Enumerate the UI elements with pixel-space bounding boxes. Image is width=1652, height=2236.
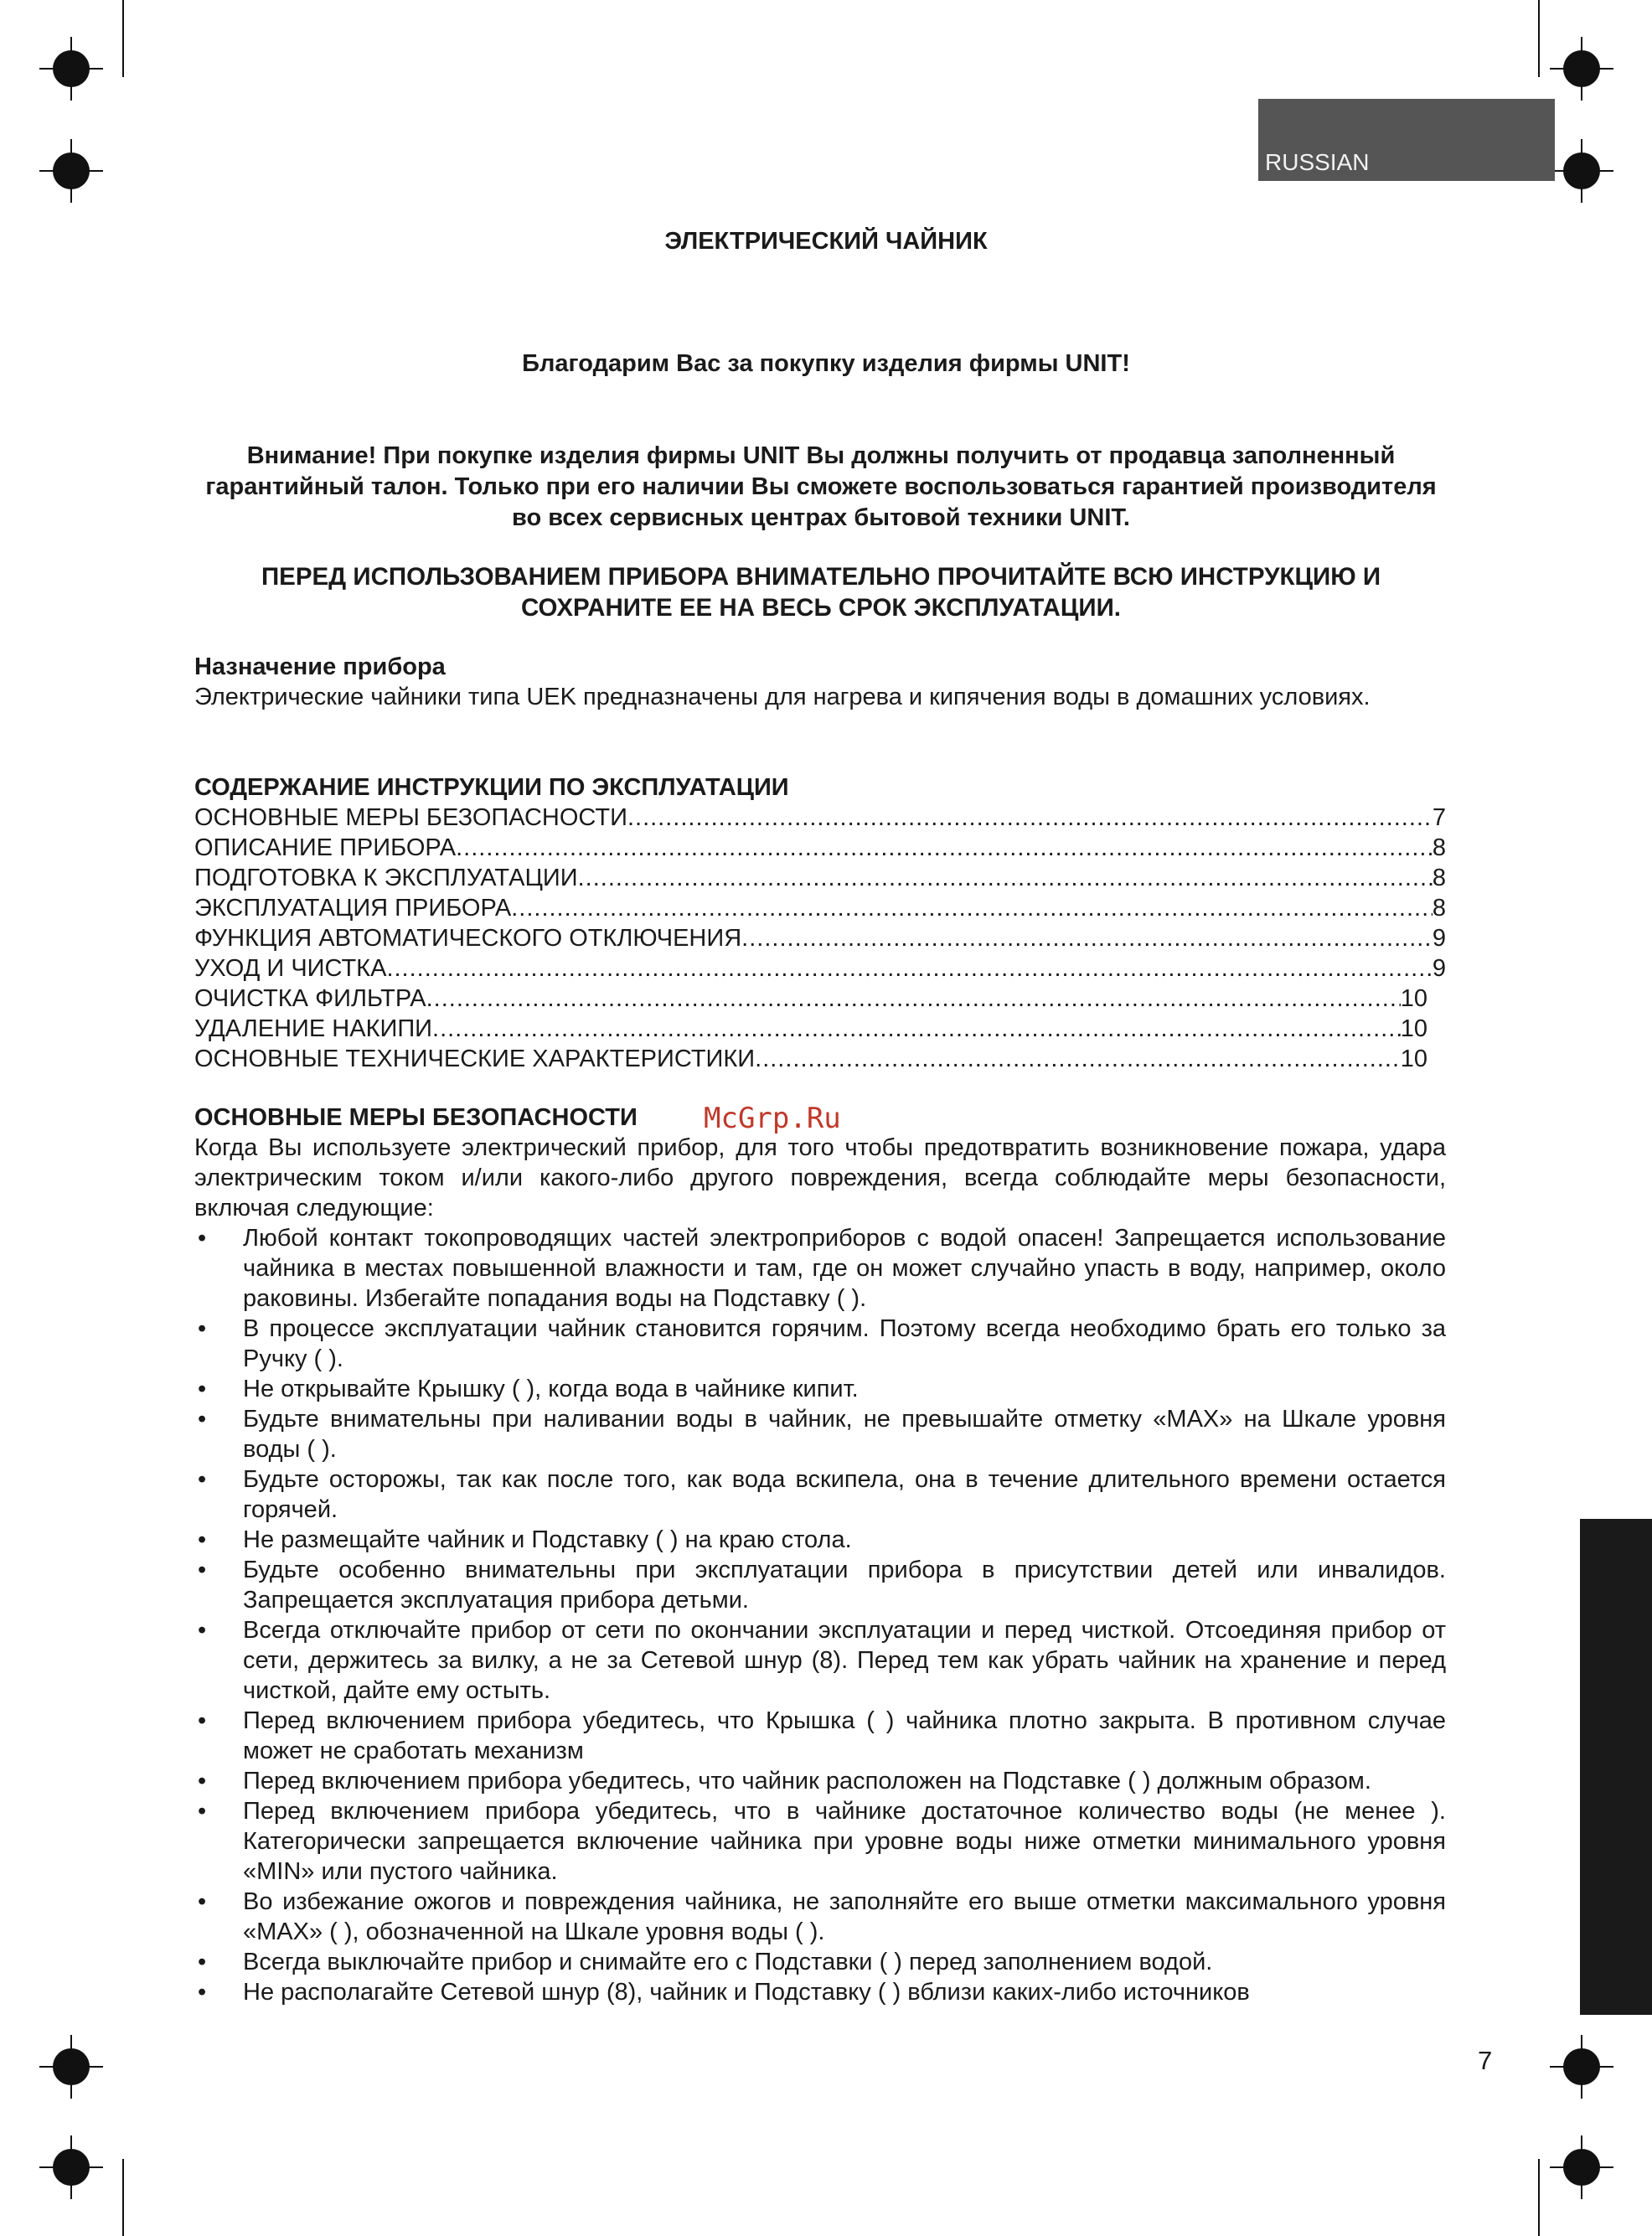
toc-heading: СОДЕРЖАНИЕ ИНСТРУКЦИИ ПО ЭКСПЛУАТАЦИИ <box>194 774 789 801</box>
safety-item: • Будьте внимательны при наливании воды в чайник, не превышайте отметку «MAX» на Шкале уровня воды ( ). <box>194 1404 1446 1464</box>
registration-mark-icon <box>1556 2142 1607 2192</box>
toc-item-label: ФУНКЦИЯ АВТОМАТИЧЕСКОГО ОТКЛЮЧЕНИЯ <box>194 925 742 952</box>
registration-mark-icon <box>46 146 96 196</box>
registration-mark-icon <box>46 44 96 94</box>
toc-item-page: 9 <box>1432 955 1446 982</box>
registration-mark-icon <box>46 2042 96 2092</box>
safety-item: • Не размещайте чайник и Подставку ( ) на краю стола. <box>194 1525 1446 1555</box>
toc-item-label: ОПИСАНИЕ ПРИБОРА <box>194 834 457 861</box>
crop-mark <box>1538 2159 1540 2236</box>
crop-mark <box>1538 0 1540 77</box>
toc-item-page: 10 <box>1400 985 1427 1012</box>
safety-item: • Во избежание ожогов и повреждения чайника, не заполняйте его выше отметки максимального уровня «MAX» ( ), обозначенной на Шкале уровня воды ( ). <box>194 1887 1446 1947</box>
toc-item <box>194 923 1446 953</box>
purpose-heading: Назначение прибора <box>194 653 446 680</box>
toc-item-page: 7 <box>1432 804 1446 831</box>
toc-item-label: ПОДГОТОВКА К ЭКСПЛУАТАЦИИ <box>194 865 578 891</box>
toc-item <box>194 1014 1427 1044</box>
thanks-note: Благодарим Вас за покупку изделия фирмы UNIT! <box>522 350 1130 377</box>
toc-item <box>194 984 1427 1014</box>
registration-mark-icon <box>1556 146 1607 196</box>
side-thumb-bar <box>1580 1519 1652 2015</box>
safety-item: • Перед включением прибора убедитесь, что в чайнике достаточное количество воды (не менее ). Категорически запрещается включение чайника при уровне воды ниже отметки минимального уровня «MIN» или пустого чайника. <box>194 1796 1446 1887</box>
before-use-warning: ПЕРЕД ИСПОЛЬЗОВАНИЕМ ПРИБОРА ВНИМАТЕЛЬНО ПРОЧИТАЙТЕ ВСЮ ИНСТРУКЦИЮ И СОХРАНИТЕ ЕЕ НА ВЕСЬ СРОК ЭКСПЛУАТАЦИИ. <box>261 563 1381 622</box>
safety-intro: Когда Вы используете электрический прибор, для того чтобы предотвратить возникновение пожара, удара электрическим током и/или какого-либо другого повреждения, всегда соблюдайте меры безопасности, включая следующие: <box>194 1134 1446 1221</box>
language-tab <box>1258 99 1555 181</box>
toc-item <box>194 803 1446 833</box>
crop-mark <box>122 0 124 77</box>
safety-item: • В процессе эксплуатации чайник становится горячим. Поэтому всегда необходимо брать его только за Ручку ( ). <box>194 1314 1446 1374</box>
watermark: McGrp.Ru <box>704 1102 841 1135</box>
registration-mark-icon <box>46 2142 96 2192</box>
purpose-section <box>194 652 1446 712</box>
toc-item <box>194 893 1446 923</box>
toc-item-label: ОСНОВНЫЕ МЕРЫ БЕЗОПАСНОСТИ <box>194 804 627 831</box>
safety-item: • Не открывайте Крышку ( ), когда вода в чайнике кипит. <box>194 1374 1446 1404</box>
toc-item-label: ЭКСПЛУАТАЦИЯ ПРИБОРА <box>194 895 512 922</box>
toc-item <box>194 833 1446 863</box>
safety-item: • Не располагайте Сетевой шнур (8), чайник и Подставку ( ) вблизи каких-либо источников <box>194 1977 1446 2007</box>
document-title: ЭЛЕКТРИЧЕСКИЙ ЧАЙНИК <box>664 228 988 255</box>
toc-leader <box>426 984 1401 1014</box>
toc-leader <box>432 1014 1401 1044</box>
safety-item: • Будьте осторожы, так как после того, как вода вскипела, она в течение длительного времени остается горячей. <box>194 1464 1446 1525</box>
toc-leader <box>578 863 1433 893</box>
purpose-text: Электрические чайники типа UEK предназначены для нагрева и кипячения воды в домашних условиях. <box>194 684 1371 710</box>
safety-heading: ОСНОВНЫЕ МЕРЫ БЕЗОПАСНОСТИ <box>194 1104 638 1131</box>
toc-item-label: УДАЛЕНИЕ НАКИПИ <box>194 1015 433 1042</box>
crop-mark <box>122 2159 124 2236</box>
registration-mark-icon <box>1556 2042 1607 2092</box>
page-number: 7 <box>1478 2046 1493 2075</box>
safety-item: • Любой контакт токопроводящих частей электроприборов с водой опасен! Запрещается использование чайника в местах повышенной влажности и там, где он может случайно упасть в воду, например, около раковины. Избегайте попадания воды на Подставку ( ). <box>194 1223 1446 1314</box>
toc-item <box>194 1044 1427 1074</box>
safety-item: • Всегда выключайте прибор и снимайте его с Подставки ( ) перед заполнением водой. <box>194 1947 1446 1977</box>
toc-item-page: 10 <box>1400 1046 1427 1072</box>
toc-leader <box>627 803 1433 833</box>
toc-item-page: 8 <box>1432 865 1446 891</box>
toc-leader <box>755 1044 1401 1074</box>
toc-item-page: 8 <box>1432 895 1446 922</box>
attention-note: Внимание! При покупке изделия фирмы UNIT Вы должны получить от продавца заполненный гарантийный талон. Только при его наличии Вы сможете воспользоваться гарантией производителя во всех сервисных центрах бытовой техники UNIT. <box>205 442 1437 531</box>
toc-item <box>194 863 1446 893</box>
registration-mark-icon <box>1556 44 1607 94</box>
safety-section <box>194 1103 1446 2007</box>
toc-item-label: УХОД И ЧИСТКА <box>194 955 387 982</box>
toc-item <box>194 953 1446 984</box>
safety-item: • Перед включением прибора убедитесь, что чайник расположен на Подставке ( ) должным образом. <box>194 1766 1446 1796</box>
toc-leader <box>511 893 1433 923</box>
safety-list <box>194 1223 1446 2007</box>
toc-item-page: 8 <box>1432 834 1446 861</box>
toc-leader <box>456 833 1433 863</box>
toc-leader <box>741 923 1433 953</box>
safety-item: • Перед включением прибора убедитесь, что Крышка ( ) чайника плотно закрыта. В противном случае может не сработать механизм <box>194 1706 1446 1766</box>
toc-item-label: ОЧИСТКА ФИЛЬТРА <box>194 985 426 1012</box>
table-of-contents <box>194 772 1446 1074</box>
toc-leader <box>386 953 1432 984</box>
safety-item: • Всегда отключайте прибор от сети по окончании эксплуатации и перед чисткой. Отсоединяя прибор от сети, держитесь за вилку, а не за Сетевой шнур (8). Перед тем как убрать чайник на хранение и перед чисткой, дайте ему остыть. <box>194 1615 1446 1706</box>
language-tab-label: RUSSIAN <box>1265 149 1370 175</box>
toc-item-page: 10 <box>1400 1015 1427 1042</box>
safety-item: • Будьте особенно внимательны при эксплуатации прибора в присутствии детей или инвалидов. Запрещается эксплуатация прибора детьми. <box>194 1555 1446 1615</box>
toc-item-label: ОСНОВНЫЕ ТЕХНИЧЕСКИЕ ХАРАКТЕРИСТИКИ <box>194 1046 756 1072</box>
toc-item-page: 9 <box>1432 925 1446 952</box>
